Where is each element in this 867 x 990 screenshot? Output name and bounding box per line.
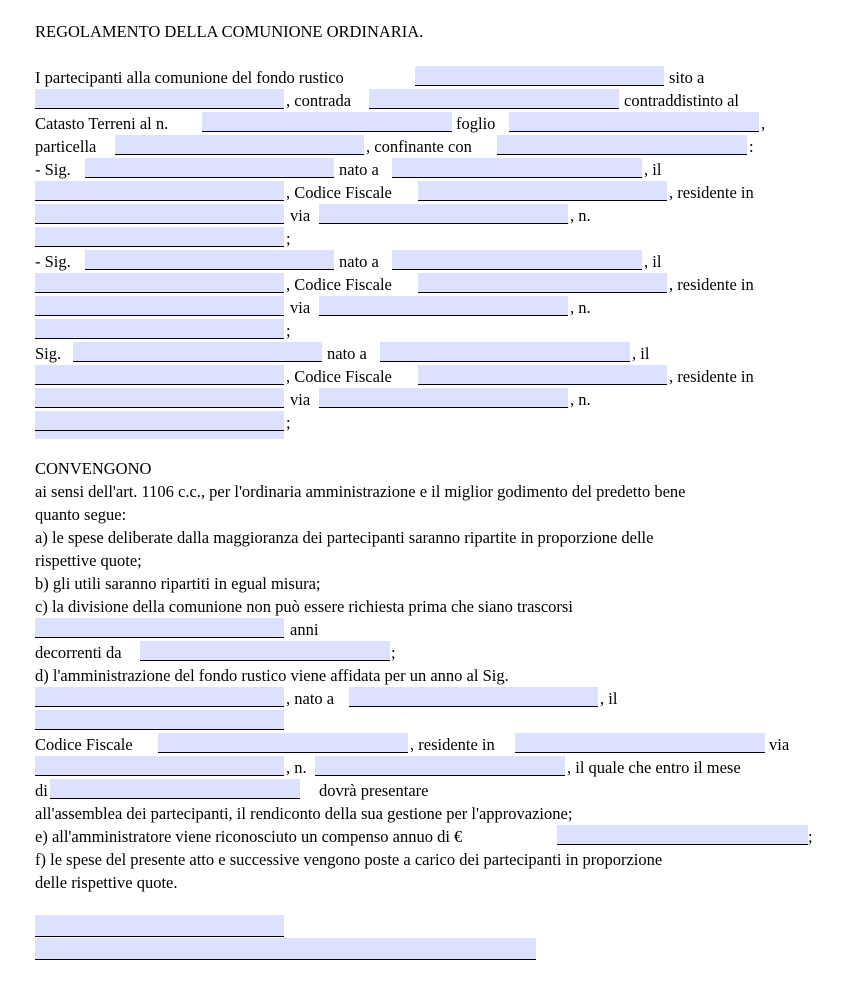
clause-c-end: ; [391,643,396,662]
person-2-cf-field[interactable] [418,273,667,293]
admin-number-field[interactable] [315,756,565,776]
person-2-residente-label: , residente in [669,275,754,294]
person-2-il-label: , il [644,252,662,271]
admin-name-field[interactable] [35,687,284,707]
admin-n-label: , n. [286,758,307,777]
admin-cf-label: Codice Fiscale [35,735,133,754]
person-3-street-field[interactable] [319,388,568,408]
person-1-residente-label: , residente in [669,183,754,202]
admin-il-label: , il [600,689,618,708]
person-3-il-label: , il [632,344,650,363]
person-1-via-label: via [290,206,311,225]
person-2-n-label: , n. [570,298,591,317]
person-3-residente-label: , residente in [669,367,754,386]
clause-e-end: ; [808,827,813,846]
foglio-label: foglio [456,114,496,133]
admin-quale-label: , il quale che entro il mese [567,758,741,777]
anni-field[interactable] [35,618,284,638]
catasto-number-field[interactable] [202,112,452,132]
clause-d: d) l'amministrazione del fondo rustico viene affidata per un anno al Sig. [35,666,509,685]
decorrenti-field[interactable] [140,641,390,661]
decorrenti-label: decorrenti da [35,643,122,662]
confinante-field[interactable] [497,135,747,155]
admin-nato-label: , nato a [286,689,335,708]
admin-street-field[interactable] [35,756,284,776]
contrada-label: , contrada [286,91,352,110]
person-2-cf-label: , Codice Fiscale [286,275,392,294]
fondo-rustico-field[interactable] [415,66,664,86]
person-2-end: ; [286,321,291,340]
person-3-birthplace-field[interactable] [380,342,630,362]
contrada-field[interactable] [369,89,619,109]
convengono-intro-2: quanto segue: [35,505,127,524]
anni-label: anni [290,620,319,639]
clause-f-cont: delle rispettive quote. [35,873,178,892]
signature-field-1[interactable] [35,915,284,937]
person-1-name-field[interactable] [85,158,334,178]
clause-c: c) la divisione della comunione non può essere richiesta prima che siano trascorsi [35,597,573,616]
convengono-heading: CONVENGONO [35,459,152,478]
clause-d-last: all'assemblea dei partecipanti, il rendiconto della sua gestione per l'approvazione; [35,804,573,823]
colon-text: : [749,137,754,156]
person-2-residence-field[interactable] [35,296,284,316]
person-1-end: ; [286,229,291,248]
person-1-street-field[interactable] [319,204,568,224]
person-3-n-label: , n. [570,390,591,409]
person-1-birthdate-field[interactable] [35,181,284,201]
person-3-via-label: via [290,390,311,409]
clause-f: f) le spese del presente atto e successive vengono poste a carico dei partecipanti in proporzione [35,850,663,869]
admin-birthplace-field[interactable] [349,687,598,707]
sito-a-label: sito a [669,68,705,87]
person-2-birthdate-field[interactable] [35,273,284,293]
person-3-name-field[interactable] [73,342,322,362]
person-2-nato-label: nato a [339,252,379,271]
field-extension [35,431,284,439]
compenso-field[interactable] [557,825,808,845]
intro-text: I partecipanti alla comunione del fondo rustico [35,68,344,87]
person-1-number-field[interactable] [35,227,284,247]
comma-text: , [761,114,766,133]
admin-month-field[interactable] [50,779,300,799]
person-3-residence-field[interactable] [35,388,284,408]
clause-e: e) all'amministratore viene riconosciuto un compenso annuo di € [35,827,463,846]
admin-residente-label: , residente in [410,735,495,754]
person-3-end: ; [286,413,291,432]
person-2-name-field[interactable] [85,250,334,270]
sito-a-field[interactable] [35,89,284,109]
person-1-residence-field[interactable] [35,204,284,224]
person-2-street-field[interactable] [319,296,568,316]
particella-field[interactable] [115,135,364,155]
person-1-cf-field[interactable] [418,181,667,201]
person-1-nato-label: nato a [339,160,379,179]
admin-di-label: di [35,781,48,800]
person-2-birthplace-field[interactable] [392,250,642,270]
person-1-sig-label: - Sig. [35,160,71,179]
particella-label: particella [35,137,97,156]
person-3-cf-label: , Codice Fiscale [286,367,392,386]
convengono-intro: ai sensi dell'art. 1106 c.c., per l'ordinaria amministrazione e il miglior godimento del predetto bene [35,482,686,501]
clause-a-cont: rispettive quote; [35,551,142,570]
person-2-number-field[interactable] [35,319,284,339]
person-3-sig-label: Sig. [35,344,62,363]
signature-field-2[interactable] [35,938,536,960]
catasto-label: Catasto Terreni al n. [35,114,169,133]
admin-via-label: via [769,735,790,754]
person-2-via-label: via [290,298,311,317]
admin-birthdate-field[interactable] [35,710,284,730]
clause-b: b) gli utili saranno ripartiti in egual misura; [35,574,321,593]
person-3-cf-field[interactable] [418,365,667,385]
person-3-number-field[interactable] [35,411,284,431]
admin-cf-field[interactable] [158,733,408,753]
person-3-birthdate-field[interactable] [35,365,284,385]
document-title: REGOLAMENTO DELLA COMUNIONE ORDINARIA. [35,22,424,41]
admin-residence-field[interactable] [515,733,765,753]
contraddistinto-label: contraddistinto al [624,91,740,110]
confinante-label: , confinante con [366,137,472,156]
person-2-sig-label: - Sig. [35,252,71,271]
clause-a: a) le spese deliberate dalla maggioranza dei partecipanti saranno ripartite in proporzione delle [35,528,654,547]
person-1-n-label: , n. [570,206,591,225]
person-1-cf-label: , Codice Fiscale [286,183,392,202]
person-3-nato-label: nato a [327,344,367,363]
admin-dovra-label: dovrà presentare [319,781,429,800]
foglio-field[interactable] [509,112,759,132]
person-1-il-label: , il [644,160,662,179]
person-1-birthplace-field[interactable] [392,158,642,178]
